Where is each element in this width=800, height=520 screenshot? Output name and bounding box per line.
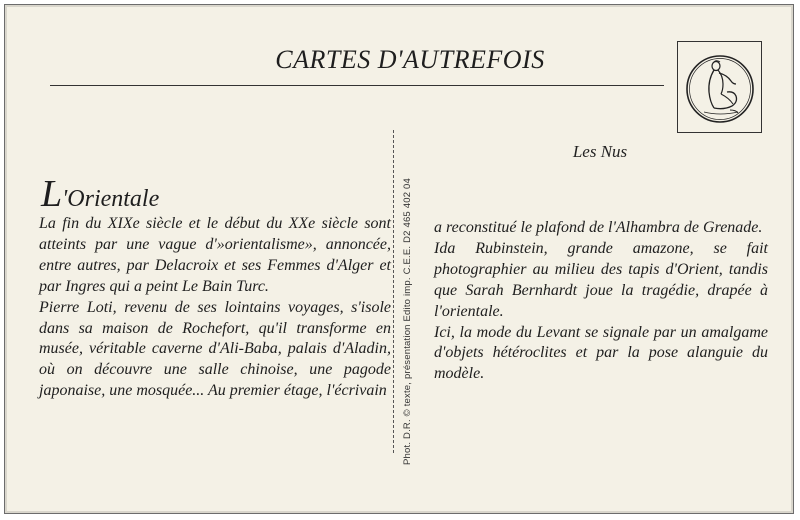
article-title: [41, 175, 159, 213]
stamp-box: [677, 41, 762, 133]
paragraph: Ida Rubinstein, grande amazone, se fait photographier au milieu des tapis d'Orient, tandis que Sarah Bernhardt joue la tragédie, drapée à l'orientale.: [434, 239, 768, 320]
collection-title: CARTES D'AUTREFOIS: [275, 45, 545, 74]
paragraph: a reconstitué le plafond de l'Alhambra de Grenade.: [434, 219, 763, 236]
article-title-initial: L: [41, 173, 63, 215]
seated-nude-figure-icon: [678, 42, 763, 134]
series-label: Les Nus: [572, 142, 628, 161]
printer-credit: Phot. D.R. © texte, présentation Edito imp. C.E.E. D2 465 402 04: [402, 177, 413, 465]
text-column-right: [434, 218, 768, 385]
paragraph: Pierre Loti, revenu de ses lointains voyages, s'isole dans sa maison de Rochefort, qu'il transforme en musée, véritable caverne d'Ali-Baba, palais d'Aladin, où on découvre une salle chinoise, une pagode japonaise, une mosquée... Au premier étage, l'écrivain: [39, 298, 391, 400]
column-divider: [393, 130, 394, 455]
header-rule: [50, 85, 664, 86]
paragraph: La fin du XIXe siècle et le début du XXe siècle sont atteints par une vague d'»orientalisme», annoncée, entre autres, par Delacroix et ses Femmes d'Alger et par Ingres qui a peint Le Bain Turc.: [39, 215, 391, 295]
article-title-rest: 'Orientale: [62, 186, 160, 212]
text-column-left: [39, 214, 391, 402]
postcard-back: [4, 4, 794, 514]
paragraph: Ici, la mode du Levant se signale par un amalgame d'objets hétéroclites et par la pose alanguie du modèle.: [434, 323, 768, 383]
